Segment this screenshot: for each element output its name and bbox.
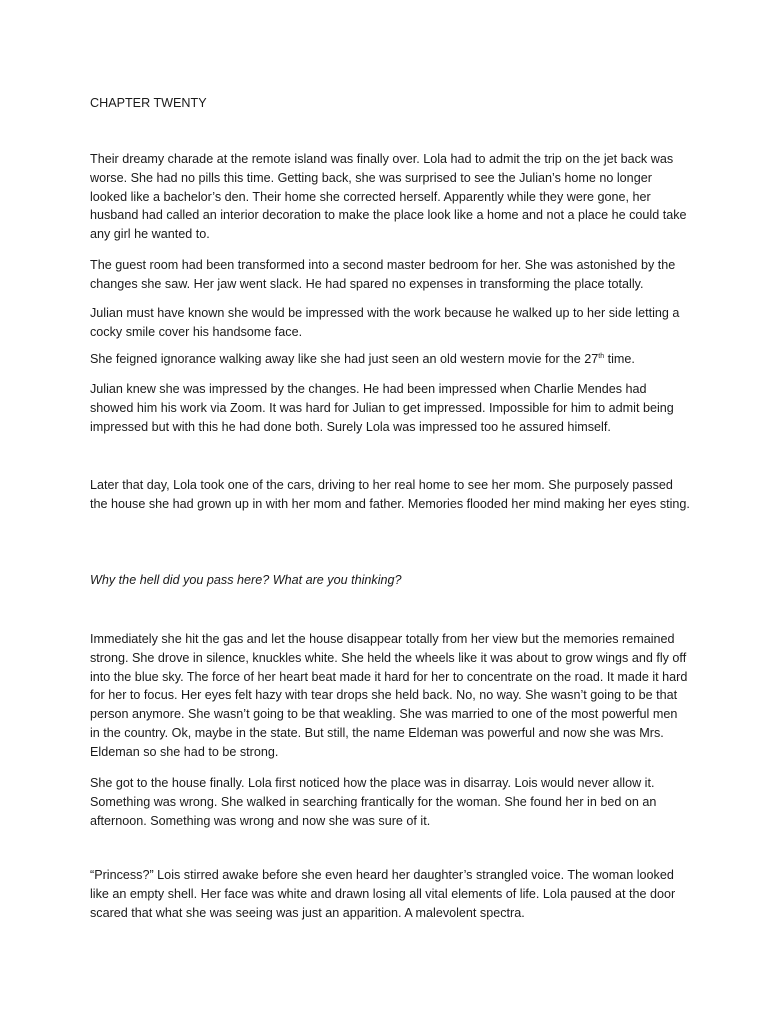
paragraph-8: She got to the house finally. Lola first noticed how the place was in disarray. Lois would never allow it. Something was wrong. She walked in searching frantically for the woman. She found her in bed on an afternoon. Something was wrong and now she was sure of it. xyxy=(90,776,657,828)
italic-thought: Why the hell did you pass here? What are you thinking? xyxy=(90,573,402,587)
paragraph-6: Later that day, Lola took one of the cars, driving to her real home to see her mom. She purposely passed the house she had grown up in with her mom and father. Memories flooded her mind making her eyes sting. xyxy=(90,478,690,511)
ordinal-suffix: th xyxy=(598,352,605,360)
paragraph-3: Julian must have known she would be impressed with the work because he walked up to her side letting a cocky smile cover his handsome face. xyxy=(90,306,680,339)
paragraph-2: The guest room had been transformed into a second master bedroom for her. She was astonished by the changes she saw. Her jaw went slack. He had spared no expenses in transforming the place totally. xyxy=(90,258,676,291)
paragraph-5: Julian knew she was impressed by the changes. He had been impressed when Charlie Mendes had showed him his work via Zoom. It was hard for Julian to get impressed. Impossible for him to admit being impressed but with this he had done both. Surely Lola was impressed too he assured himself. xyxy=(90,382,674,434)
chapter-heading: CHAPTER TWENTY xyxy=(90,96,207,110)
paragraph-1: Their dreamy charade at the remote island was finally over. Lola had to admit the trip on the jet back was worse. She had no pills this time. Getting back, she was surprised to see the Julian’s home no longer looked like a bachelor’s den. Their home she corrected herself. Apparently while they were gone, her husband had called an interior decoration to make the place look like a home and not a place he could take any girl he wanted to. xyxy=(90,152,687,242)
paragraph-7: Immediately she hit the gas and let the house disappear totally from her view but the memories remained strong. She drove in silence, knuckles white. She held the wheels like it was about to grow wings and fly off into the blue sky. The force of her heart beat made it hard for her to concentrate on the road. It made it hard for her to focus. Her eyes felt hazy with tear drops she held back. No, no way. She wasn’t going to be that person anymore. She wasn’t going to be that weakling. She was married to one of the most powerful men in the country. Ok, maybe in the state. But still, the name Eldeman was powerful and now she was Mrs. Eldeman so she had to be strong. xyxy=(90,632,688,759)
paragraph-4-end: time. xyxy=(604,352,635,366)
paragraph-9: “Princess?” Lois stirred awake before she even heard her daughter’s strangled voice. The woman looked like an empty shell. Her face was white and drawn losing all vital elements of life. Lola paused at the door scared that what she was seeing was just an apparition. A malevolent spectra. xyxy=(90,868,676,920)
paragraph-4-text: She feigned ignorance walking away like she had just seen an old western movie for the 27 xyxy=(90,352,599,366)
paragraph-4 xyxy=(90,350,690,369)
